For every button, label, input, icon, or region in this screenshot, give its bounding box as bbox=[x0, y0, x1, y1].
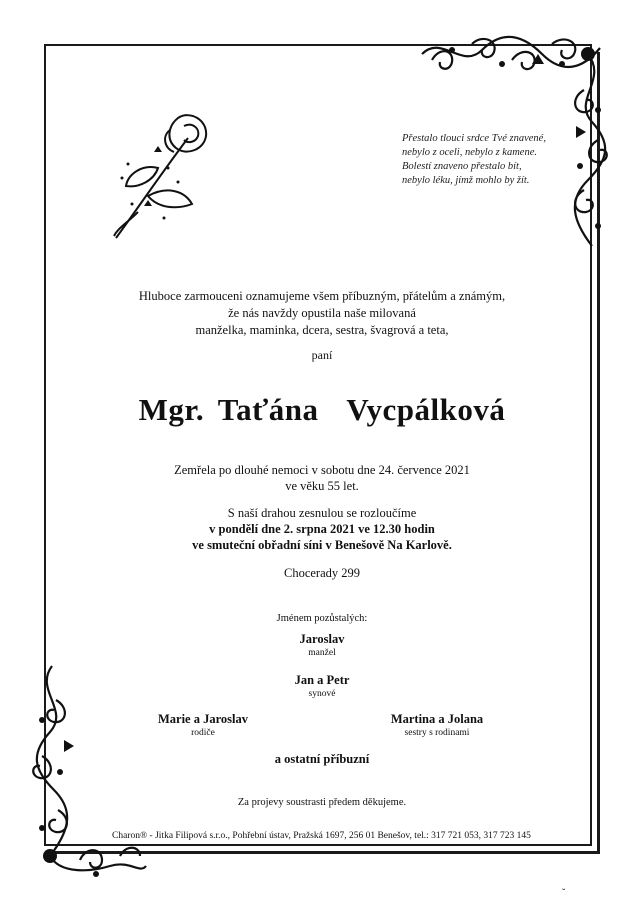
survivor-relation: manžel bbox=[308, 648, 336, 658]
survivor-name: Marie a Jaroslav bbox=[157, 712, 249, 726]
funeral-service-footer: Charon® - Jitka Filipová s.r.o., Pohřební ústav, Pražská 1697, 256 01 Benešov, tel.: 317 721 053, 317 723 145 bbox=[112, 831, 531, 841]
intro-line: manželka, maminka, dcera, sestra, švagrová a teta, bbox=[195, 323, 449, 337]
survivor-relation: synové bbox=[308, 689, 336, 699]
death-info bbox=[0, 462, 644, 494]
intro-line: Hluboce zarmouceni oznamujeme všem příbuzným, přátelům a známým, bbox=[138, 289, 506, 303]
address: Chocerady 299 bbox=[283, 566, 361, 580]
other-relatives: a ostatní příbuzní bbox=[274, 752, 370, 766]
survivor-name: Jaroslav bbox=[299, 632, 345, 646]
scan-mark: ˇ bbox=[562, 888, 566, 899]
funeral-intro: S naší drahou zesnulou se rozloučíme bbox=[227, 506, 417, 520]
funeral-date: v pondělí dne 2. srpna 2021 ve 12.30 hodin bbox=[209, 522, 435, 536]
survivor-sons bbox=[262, 673, 382, 701]
poem-line: nebylo léku, jímž mohlo by žít. bbox=[402, 175, 530, 186]
deceased-name: Mgr. Taťána Vycpálková bbox=[138, 392, 506, 427]
honorific: paní bbox=[311, 348, 333, 362]
survivor-parents bbox=[138, 712, 268, 740]
intro-line: že nás navždy opustila naše milovaná bbox=[228, 306, 416, 320]
rose-illustration-icon bbox=[108, 108, 218, 253]
poem-line: Bolestí znaveno přestalo bít, bbox=[402, 161, 522, 172]
poem-line: nebylo z oceli, nebylo z kamene. bbox=[402, 147, 537, 158]
survivor-husband bbox=[272, 632, 372, 660]
poem-line: Přestalo tlouci srdce Tvé znavené, bbox=[402, 133, 546, 144]
announcement-intro bbox=[0, 288, 644, 339]
death-line: Zemřela po dlouhé nemoci v sobotu dne 24. července 2021 bbox=[174, 463, 470, 477]
funeral-place: ve smuteční obřadní síni v Benešově Na Karlově. bbox=[192, 538, 452, 552]
age-line: ve věku 55 let. bbox=[285, 479, 359, 493]
survivors-label: Jménem pozůstalých: bbox=[276, 613, 368, 624]
survivor-name: Martina a Jolana bbox=[390, 712, 484, 726]
survivor-relation: rodiče bbox=[191, 728, 215, 738]
memorial-poem bbox=[402, 132, 582, 188]
survivor-name: Jan a Petr bbox=[294, 673, 350, 687]
thanks-note: Za projevy soustrasti předem děkujeme. bbox=[237, 797, 407, 808]
funeral-info bbox=[0, 505, 644, 553]
survivor-sisters bbox=[372, 712, 502, 740]
survivor-relation: sestry s rodinami bbox=[404, 728, 470, 738]
flourish-ornament-icon bbox=[30, 660, 150, 890]
